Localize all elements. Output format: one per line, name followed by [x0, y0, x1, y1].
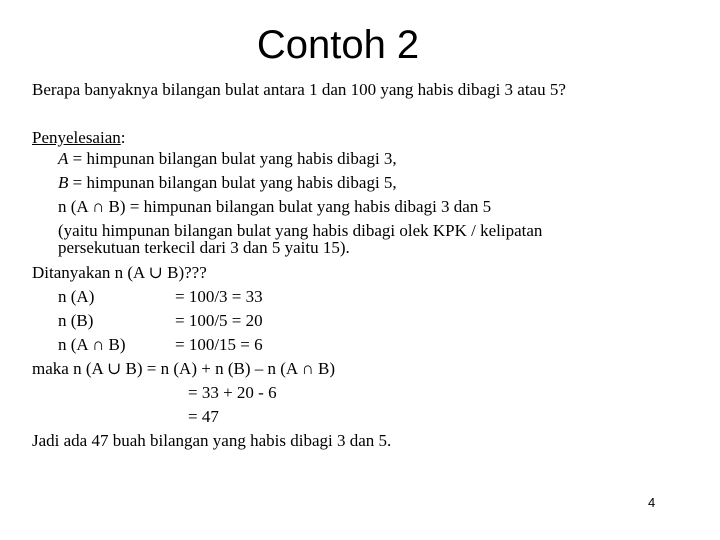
- calc-left-b: n (B): [58, 311, 94, 330]
- calc-left-a: n (A): [58, 287, 95, 306]
- solution-heading-colon: :: [120, 128, 126, 147]
- calc-left-intersection: n (A ∩ B): [58, 335, 126, 354]
- conclusion-text: Jadi ada 47 buah bilangan yang habis dibagi 3 dan 5.: [32, 431, 392, 450]
- definition-a-var: A: [58, 149, 69, 168]
- definition-intersection-note-1: (yaitu himpunan bilangan bulat yang habis dibagi olek KPK / kelipatan: [58, 221, 543, 240]
- slide-title: [0, 20, 700, 70]
- page-number: 4: [648, 495, 656, 510]
- definition-b-text: = himpunan bilangan bulat yang habis dibagi 5,: [68, 173, 397, 192]
- solution-heading-label: Penyelesaian: [32, 128, 121, 147]
- definition-intersection-note-2: persekutuan terkecil dari 3 dan 5 yaitu 15).: [58, 238, 350, 257]
- slide-title-text: Contoh 2: [256, 23, 420, 67]
- question-text: Berapa banyaknya bilangan bulat antara 1 dan 100 yang habis dibagi 3 atau 5?: [32, 80, 566, 99]
- solution-heading: [32, 128, 125, 148]
- result-formula: maka n (A ∪ B) = n (A) + n (B) – n (A ∩ B): [32, 359, 336, 378]
- definition-a: [58, 149, 397, 169]
- result-substitution: = 33 + 20 - 6: [188, 383, 277, 402]
- definition-a-text: = himpunan bilangan bulat yang habis dibagi 3,: [68, 149, 397, 168]
- result-value: = 47: [188, 407, 219, 426]
- definition-b: [58, 173, 397, 193]
- calc-right-b: = 100/5 = 20: [175, 311, 263, 330]
- asked-text: Ditanyakan n (A ∪ B)???: [32, 263, 207, 282]
- calc-right-a: = 100/3 = 33: [175, 287, 263, 306]
- definition-b-var: B: [58, 173, 69, 192]
- calc-right-intersection: = 100/15 = 6: [175, 335, 263, 354]
- definition-intersection: n (A ∩ B) = himpunan bilangan bulat yang habis dibagi 3 dan 5: [58, 197, 492, 216]
